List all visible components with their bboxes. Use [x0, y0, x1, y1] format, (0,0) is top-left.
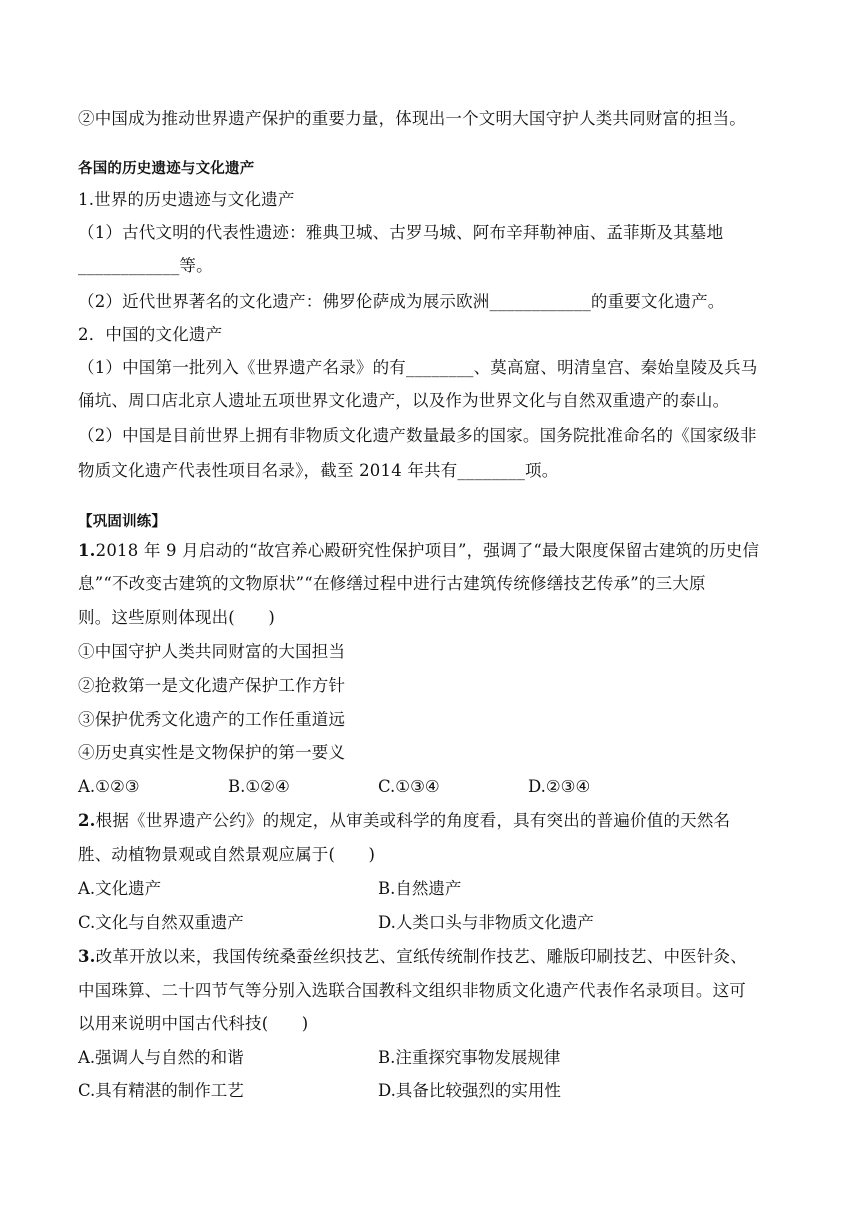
intro-point: ②中国成为推动世界遗产保护的重要力量，体现出一个文明大国守护人类共同财富的担当。 — [78, 109, 746, 128]
item-first-batch-line1: （1）中国第一批列入《世界遗产名录》的有________、莫高窟、明清皇宫、秦始皇陵及兵马 — [78, 358, 758, 377]
question-2-option-b[interactable]: B.自然遗产 — [378, 879, 462, 898]
question-1-option-d[interactable]: D.②③④ — [528, 777, 591, 796]
question-1-statement-1: ①中国守护人类共同财富的大国担当 — [78, 642, 346, 661]
question-1-option-c[interactable]: C.①③④ — [378, 777, 440, 796]
question-3-option-a[interactable]: A.强调人与自然的和谐 — [78, 1048, 244, 1067]
item-intangible-line2: 物质文化遗产代表性项目名录》，截至 2014 年共有________项。 — [78, 461, 559, 480]
question-2-line1: 2.根据《世界遗产公约》的规定，从审美或科学的角度看，具有突出的普遍价值的天然名 — [78, 811, 731, 830]
section-heading: 各国的历史遗迹与文化遗产 — [78, 161, 255, 177]
question-1-line2: 息”“不改变古建筑的文物原状”“在修缮过程中进行古建筑传统修缮技艺传承”的三大原 — [78, 574, 706, 593]
question-1-line3: 则。这些原则体现出( ) — [78, 608, 275, 627]
item-modern: （2）近代世界著名的文化遗产：佛罗伦萨成为展示欧洲____________的重要文化遗产。 — [78, 292, 725, 311]
question-3-option-d[interactable]: D.具备比较强烈的实用性 — [378, 1081, 561, 1100]
question-1-statement-4: ④历史真实性是文物保护的第一要义 — [78, 743, 346, 762]
question-1-number: 1. — [78, 541, 96, 560]
item-ancient-line1: （1）古代文明的代表性遗迹：雅典卫城、古罗马城、阿布辛拜勒神庙、孟菲斯及其墓地 — [78, 223, 724, 242]
subsection-china: 2．中国的文化遗产 — [78, 325, 223, 344]
item-first-batch-line2: 俑坑、周口店北京人遗址五项世界文化遗产，以及作为世界文化与自然双重遗产的泰山。 — [78, 391, 730, 410]
subsection-world: 1.世界的历史遗迹与文化遗产 — [78, 190, 295, 209]
question-1-statement-2: ②抢救第一是文化遗产保护工作方针 — [78, 676, 346, 695]
question-3-line2: 中国珠算、二十四节气等分别入选联合国教科文组织非物质文化遗产代表作名录项目。这可 — [78, 981, 746, 1000]
question-1-option-b[interactable]: B.①②④ — [228, 777, 290, 796]
question-2-option-d[interactable]: D.人类口头与非物质文化遗产 — [378, 913, 594, 932]
question-3-number: 3. — [78, 947, 96, 966]
question-2-number: 2. — [78, 811, 96, 830]
question-3-line1: 3.改革开放以来，我国传统桑蚕丝织技艺、宣纸传统制作技艺、雕版印刷技艺、中医针灸、 — [78, 947, 747, 966]
question-3-option-c[interactable]: C.具有精湛的制作工艺 — [78, 1081, 244, 1100]
question-1-line1: 1.2018 年 9 月启动的“故宫养心殿研究性保护项目”，强调了“最大限度保留古建筑的历史信 — [78, 541, 760, 560]
question-2-option-c[interactable]: C.文化与自然双重遗产 — [78, 913, 244, 932]
question-1-statement-3: ③保护优秀文化遗产的工作任重道远 — [78, 710, 346, 729]
question-1-option-a[interactable]: A.①②③ — [78, 777, 140, 796]
item-ancient-line2: ____________等。 — [78, 256, 213, 275]
question-2-option-a[interactable]: A.文化遗产 — [78, 879, 162, 898]
question-3-option-b[interactable]: B.注重探究事物发展规律 — [378, 1048, 561, 1067]
practice-heading: 【巩固训练】 — [78, 514, 167, 530]
question-2-line2: 胜、动植物景观或自然景观应属于( ) — [78, 845, 376, 864]
item-intangible-line1: （2）中国是目前世界上拥有非物质文化遗产数量最多的国家。国务院批准命名的《国家级非 — [78, 426, 757, 445]
question-3-line3: 以用来说明中国古代科技( ) — [78, 1014, 309, 1033]
